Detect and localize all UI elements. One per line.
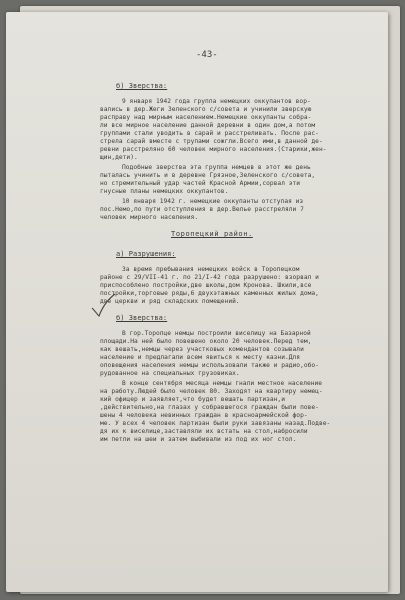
paragraph-line-text: группами стали уводить в сарай и расстреливать. После рас-: [100, 130, 319, 137]
section-heading: [116, 82, 167, 90]
paragraph-line: [100, 362, 319, 370]
paragraph-line: [122, 98, 311, 106]
paragraph-line-text: дя их к виселице,заставляли их встать на стол,набросили: [100, 428, 308, 435]
paragraph-line: [100, 370, 240, 378]
paragraph-line: [100, 146, 327, 154]
paragraph-line: [100, 188, 228, 196]
paragraph-line: [100, 290, 319, 298]
paragraph-line: [122, 164, 311, 172]
paragraph-line-text: рудованное на специальных грузовиках.: [100, 370, 240, 377]
paragraph-line-text: постройки,торговые ряды,6 двухэтажных каменных жилых дома,: [100, 290, 319, 297]
paragraph-line: [100, 180, 300, 188]
paragraph-line: [122, 380, 322, 388]
paragraph-line: [100, 346, 304, 354]
paragraph-line-text: За время пребывания немецких войск в Торопецком: [122, 266, 300, 273]
paragraph-line-text: пос.Немо,по пути отступления в дер.Велье расстреляли 7: [100, 206, 304, 213]
paragraph-line: [100, 122, 315, 130]
paragraph-line-text: вались в дер.Жеги Зеленского с/совета и учинили зверскую: [100, 106, 312, 113]
paragraph-line-text: щин,дети).: [100, 154, 138, 161]
paragraph-line-text: ревни расстреляно 60 человек мирного населения.(Старики,жен-: [100, 146, 327, 153]
paragraph-line-text: стрела сарай вместе с трупами сожгли.Всего ими,в данной де-: [100, 138, 323, 145]
paragraph-line: [100, 282, 311, 290]
paragraph-line-text: как вешать,немцы через участковых комендантов созывали: [100, 346, 304, 353]
paragraph-line-text: население и предлагали всем явиться к месту казни.Для: [100, 354, 301, 361]
paragraph-line-text: площади.На ней было повешено около 20 человек.Перед тем,: [100, 338, 312, 345]
district-heading: [171, 230, 253, 238]
paragraph-line-text: кий офицер и заявляет,что будет вешать партизан,и: [100, 396, 285, 403]
paragraph-line-text: гнусные планы немецких оккупантов.: [100, 188, 229, 195]
paragraph-line: [122, 198, 303, 206]
paragraph-line: [100, 172, 315, 180]
section-heading: [116, 250, 176, 258]
paragraph-line: [100, 404, 319, 412]
paragraph-line-text: ,действительно,на глазах у собравшегося граждан были пове-: [100, 404, 319, 411]
paragraph-line: [100, 420, 330, 428]
paragraph-line-text: районе с 29/VII-41 г. по 21/I-42 года разрушено: взорвал и: [100, 274, 319, 281]
paragraph-line: [100, 388, 323, 396]
paragraph-line-text: человек мирного населения.: [100, 214, 199, 221]
paragraph-line: [100, 106, 311, 114]
paragraph-line-text: В гор.Торопце немцы построили виселицу на Базарной: [122, 330, 311, 337]
paragraph-line: [100, 206, 304, 214]
section-heading-text: а) Разрушения:: [116, 250, 176, 258]
paragraph-line: [100, 130, 319, 138]
section-heading: [116, 314, 167, 322]
paragraph-line: [100, 354, 300, 362]
paragraph-line: [100, 154, 138, 162]
section-heading-text: б) Зверства:: [116, 82, 168, 90]
paragraph-line-text: В конце сентября месяца немцы гнали местное население: [122, 380, 323, 387]
paragraph-line-text: две церкви и ряд складских помещений.: [100, 298, 240, 305]
paragraph-line-text: на работу.Людей было человек 80. Заходят на квартиру немец-: [100, 388, 323, 395]
paragraph-line-text: пыталась учинить и в деревне Грязное,Зеленского с/совета,: [100, 172, 316, 179]
paragraph-line-text: им петли на шеи и затем выбивали из под их ног стол.: [100, 436, 297, 443]
paragraph-line-text: расправу над мирным населением.Немецкие оккупанты собра-: [100, 114, 312, 121]
paragraph-line-text: приспособлено постройки,две школы,дом Кронова. Шкили,все: [100, 282, 312, 289]
paragraph-line: [100, 338, 311, 346]
paragraph-line-text: шены 4 человека невинных граждан в красноармейской фор-: [100, 412, 308, 419]
paragraph-line: [100, 214, 198, 222]
paragraph-line-text: Подобные зверства эта группа немцев в этот же день: [122, 164, 311, 171]
paragraph-line-text: 9 января 1942 года группа немецких оккупантов вор-: [122, 98, 311, 105]
document-page: [6, 12, 388, 592]
district-heading-text: Торопецкий район.: [171, 230, 253, 238]
paragraph-line: [100, 138, 323, 146]
paragraph-line: [100, 298, 240, 306]
paragraph-line: [100, 114, 311, 122]
paragraph-line: [122, 266, 299, 274]
section-heading-text: б) Зверства:: [116, 314, 168, 322]
paragraph-line: [100, 396, 285, 404]
paragraph-line: [100, 274, 319, 282]
paragraph-line-text: ме. У всех 4 человек партизан были руки завязаны назад.Подве-: [100, 420, 331, 427]
paragraph-line: [122, 330, 311, 338]
page-number: -43-: [196, 50, 218, 60]
handwritten-checkmark-icon: [90, 292, 116, 318]
paragraph-line-text: ли все мирное население данной деревни в один дом,а потом: [100, 122, 316, 129]
paragraph-line-text: оповещения населения немцы использовали также и радио,обо-: [100, 362, 319, 369]
paragraph-line: [100, 428, 308, 436]
paragraph-line-text: 10 января 1942 г. немецкие оккупанты отступая из: [122, 198, 304, 205]
paragraph-line: [100, 412, 308, 420]
paragraph-line-text: но стремительный удар частей Красной Армии,сорвал эти: [100, 180, 301, 187]
paragraph-line: [100, 436, 296, 444]
